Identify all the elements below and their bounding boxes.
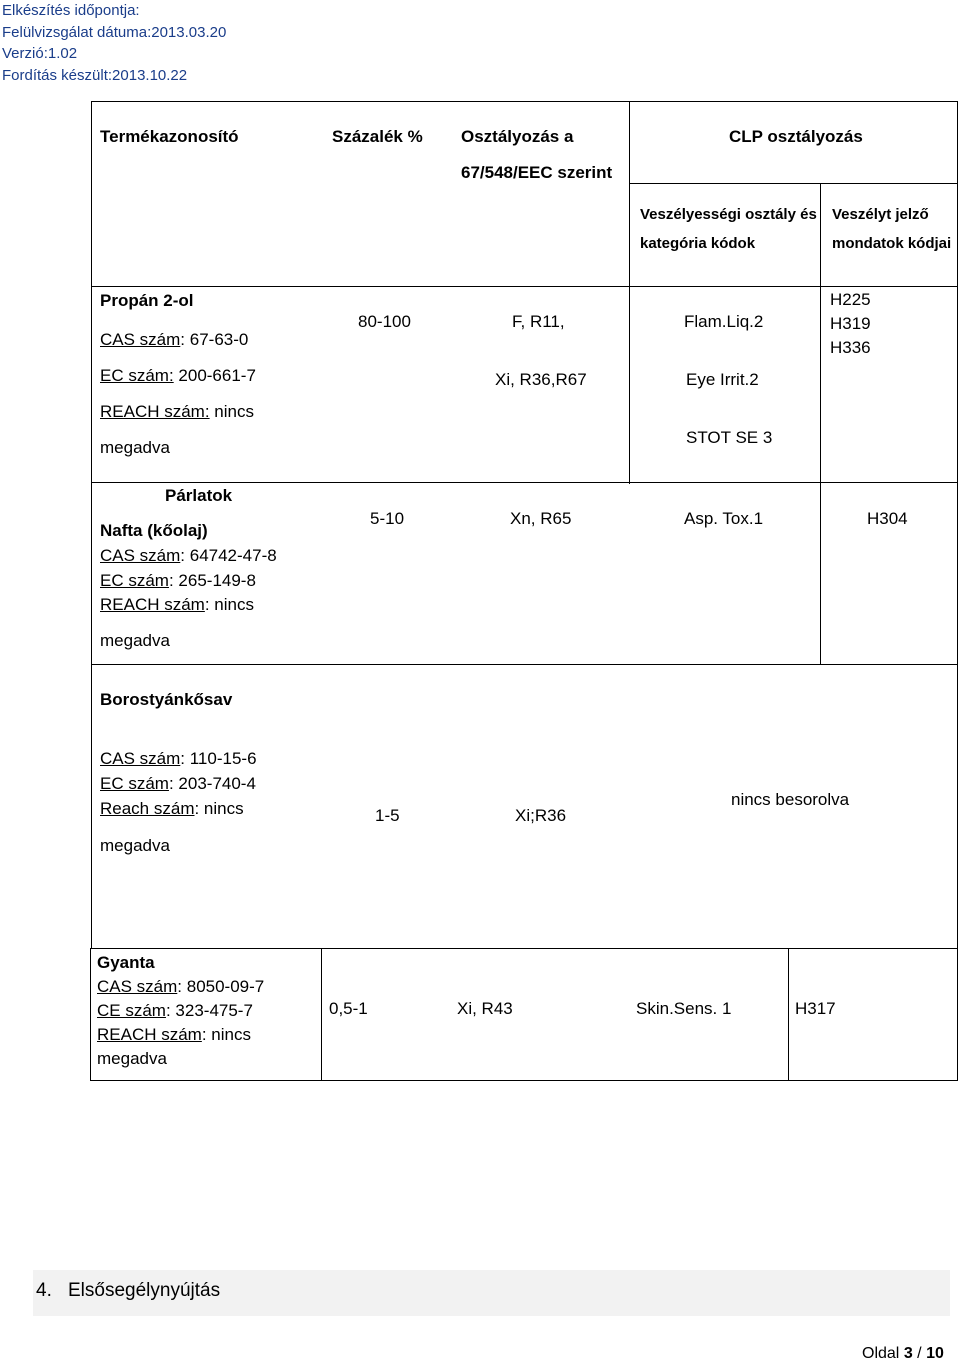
hazard-statement: H225	[830, 290, 871, 309]
ec-value: : 203-740-4	[168, 774, 256, 793]
table-border	[321, 948, 322, 1081]
classification-value: Xi, R43	[457, 999, 513, 1018]
table-border	[957, 948, 958, 1081]
reach-value: nincs	[209, 402, 254, 421]
ec-value: : 265-149-8	[168, 571, 256, 590]
cas-label: CAS szám	[100, 546, 181, 565]
substance-name: Borostyánkősav	[100, 690, 233, 709]
reach-value: : nincs	[201, 1025, 251, 1044]
cas-number	[100, 749, 257, 769]
page-number	[862, 1345, 944, 1363]
table-border	[91, 664, 958, 665]
reach-number	[100, 402, 254, 422]
reach-label: REACH szám	[97, 1025, 202, 1044]
cas-label: CAS szám	[100, 330, 181, 349]
subheader-hazard-statements: Veszélyt jelző	[832, 206, 929, 223]
subheader-hazard-statement-codes: mondatok kódjai	[832, 235, 952, 252]
ec-value: : 323-475-7	[165, 1001, 253, 1020]
page-separator: /	[912, 1345, 927, 1362]
column-header-percent: Százalék %	[332, 127, 423, 146]
hazard-statement: H336	[830, 338, 871, 357]
classification-value: F, R11,	[512, 312, 565, 331]
ec-number	[100, 366, 256, 386]
version-label: Verzió:1.02	[2, 45, 78, 62]
reach-label: REACH szám	[100, 595, 205, 614]
revision-date: Felülvizsgálat dátuma:2013.03.20	[2, 23, 227, 41]
substance-name: Nafta (kőolaj)	[100, 521, 208, 540]
ec-label: EC szám:	[100, 366, 174, 385]
table-border	[91, 482, 958, 483]
table-border	[91, 948, 958, 949]
table-border	[788, 948, 789, 1081]
classification-value: Xn, R65	[510, 509, 572, 528]
table-border	[91, 101, 92, 949]
substance-name: Propán 2-ol	[100, 291, 194, 310]
reach-status: megadva	[97, 1049, 167, 1068]
total-pages: 10	[926, 1345, 944, 1362]
section-heading	[33, 1270, 950, 1316]
document-header	[2, 0, 226, 86]
percent-value: 5-10	[370, 509, 405, 528]
hazard-class: Skin.Sens. 1	[636, 999, 732, 1018]
cas-value: : 64742-47-8	[180, 546, 277, 565]
current-page: 3	[903, 1345, 913, 1362]
page-label: Oldal	[862, 1345, 900, 1362]
ec-number	[97, 1001, 253, 1021]
reach-value: : nincs	[194, 799, 244, 818]
classification-value: Xi, R36,R67	[495, 370, 587, 389]
table-border	[90, 1080, 958, 1081]
reach-number	[97, 1025, 251, 1045]
hazard-class: Flam.Liq.2	[684, 312, 764, 331]
hazard-statement: H304	[867, 509, 908, 528]
table-border	[629, 183, 957, 184]
reach-value: : nincs	[204, 595, 254, 614]
reach-status: megadva	[100, 631, 170, 650]
subheader-hazard-class: Veszélyességi osztály és	[640, 206, 817, 223]
section-title: Elsősegélynyújtás	[68, 1280, 221, 1301]
cas-value: : 67-63-0	[180, 330, 249, 349]
translation-date: Fordítás készült:2013.10.22	[2, 66, 188, 84]
subheader-hazard-class-codes: kategória kódok	[640, 235, 756, 252]
hazard-class: Asp. Tox.1	[684, 509, 764, 528]
ec-number	[100, 774, 256, 794]
created-label: Elkészítés időpontja:	[2, 2, 140, 19]
cas-label: CAS szám	[97, 977, 178, 996]
cas-value: : 8050-09-7	[177, 977, 265, 996]
cas-value: : 110-15-6	[180, 749, 257, 768]
percent-value: 0,5-1	[329, 999, 368, 1018]
column-header-clp: CLP osztályozás	[729, 127, 863, 146]
table-border	[820, 183, 821, 665]
cas-label: CAS szám	[100, 749, 181, 768]
reach-number	[100, 799, 244, 819]
ec-label: EC szám	[100, 571, 169, 590]
cas-number	[97, 977, 264, 997]
hazard-class: STOT SE 3	[686, 428, 773, 447]
ec-value: 200-661-7	[173, 366, 256, 385]
column-header-product: Termékazonosító	[100, 127, 239, 146]
reach-label: REACH szám:	[100, 402, 210, 421]
hazard-class: Eye Irrit.2	[686, 370, 759, 389]
hazard-statement: H319	[830, 314, 871, 333]
percent-value: 1-5	[375, 806, 400, 825]
substance-group-title: Párlatok	[165, 486, 233, 505]
reach-status: megadva	[100, 836, 170, 855]
classification-value: Xi;R36	[515, 806, 567, 825]
ec-label: CE szám	[97, 1001, 166, 1020]
column-header-classification: Osztályozás a	[461, 127, 574, 146]
reach-number	[100, 595, 254, 615]
section-number: 4.	[36, 1280, 52, 1301]
cas-number	[100, 330, 248, 350]
ec-label: EC szám	[100, 774, 169, 793]
column-header-classification-directive: 67/548/EEC szerint	[461, 163, 613, 182]
reach-status: megadva	[100, 438, 170, 457]
cas-number	[100, 546, 277, 566]
table-border	[91, 101, 958, 102]
substance-name: Gyanta	[97, 953, 155, 972]
percent-value: 80-100	[358, 312, 411, 331]
clp-status: nincs besorolva	[731, 790, 850, 809]
ec-number	[100, 571, 256, 591]
table-border	[957, 101, 958, 949]
reach-label: Reach szám	[100, 799, 195, 818]
hazard-statement: H317	[795, 999, 836, 1018]
table-border	[91, 286, 958, 287]
table-border	[90, 948, 91, 1081]
table-border	[629, 101, 630, 484]
